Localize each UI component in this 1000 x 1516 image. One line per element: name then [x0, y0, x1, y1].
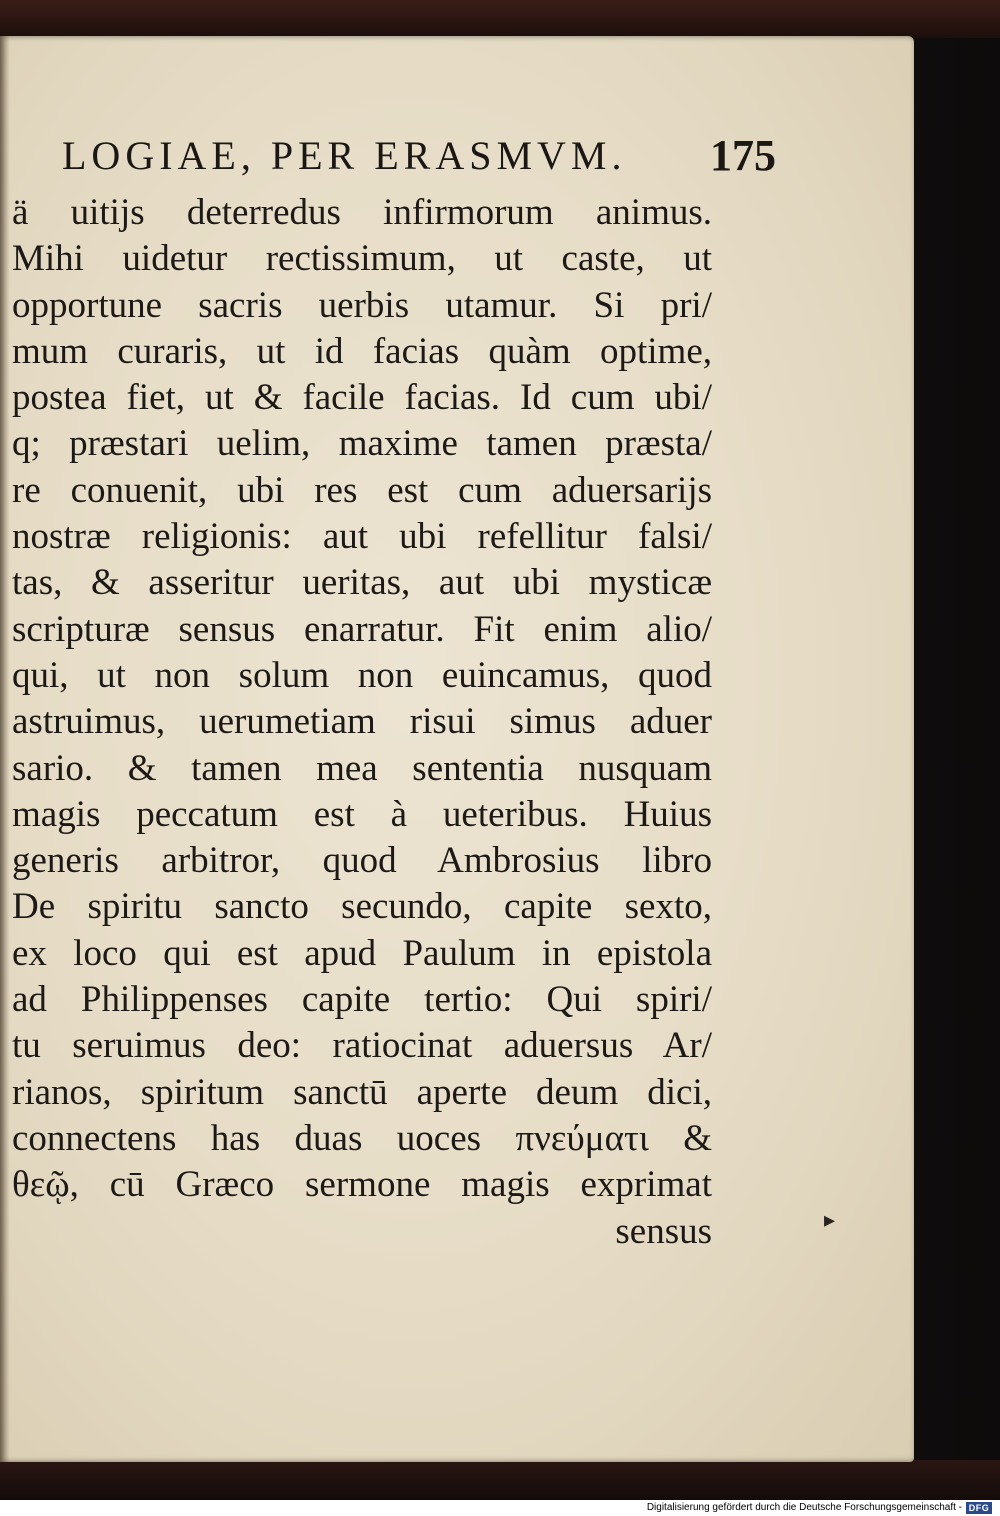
text-line: qui, ut non solum non euincamus, quod	[12, 654, 712, 696]
funding-credit: Digitalisierung gefördert durch die Deutsche Forschungsgemeinschaft -	[646, 1502, 962, 1513]
folio-number: 175	[710, 131, 776, 180]
text-line: ex loco qui est apud Paulum in epistola	[12, 932, 712, 974]
text-line: De spiritu sancto secundo, capite sexto,	[12, 886, 712, 928]
text-line: re conuenit, ubi res est cum aduersarijs	[12, 469, 712, 511]
text-line: θεῷ, cū Græco sermone magis exprimat	[12, 1164, 712, 1206]
text-line: connectens has duas uoces πνεύματι &	[12, 1117, 712, 1159]
text-line: ä uitijs deterredus infirmorum animus.	[12, 192, 712, 233]
catchword: sensus	[615, 1210, 712, 1252]
text-line: sario. & tamen mea sententia nusquam	[12, 747, 712, 789]
text-line: postea fiet, ut & facile facias. Id cum ubi/	[12, 377, 712, 419]
text-line: tas, & asseritur ueritas, aut ubi mysticæ	[12, 562, 712, 604]
text-line: rianos, spiritum sanctū aperte deum dici,	[12, 1071, 712, 1113]
book-cover-top	[0, 0, 1000, 38]
page-gutter-shadow	[0, 36, 10, 1462]
dfg-logo-icon: DFG	[966, 1502, 992, 1514]
body-text	[12, 190, 712, 1255]
text-line: tu seruimus deo: ratiocinat aduersus Ar/	[12, 1025, 712, 1067]
text-line: astruimus, uerumetiam risui simus aduer	[12, 701, 712, 743]
text-line: q; præstari uelim, maxime tamen præsta/	[12, 423, 712, 465]
text-line: mum curaris, ut id facias quàm optime,	[12, 330, 712, 372]
text-line: nostræ religionis: aut ubi refellitur falsi/	[12, 516, 712, 558]
text-line: ad Philippenses capite tertio: Qui spiri/	[12, 979, 712, 1021]
running-head: LOGIAE, PER ERASMVM.	[62, 133, 627, 178]
text-line: scripturæ sensus enarratur. Fit enim alio/	[12, 608, 712, 650]
text-line: Mihi uidetur rectissimum, ut caste, ut	[12, 238, 712, 280]
book-cover-bottom	[0, 1460, 1000, 1500]
margin-mark-icon: ▸	[824, 1208, 836, 1233]
text-line: opportune sacris uerbis utamur. Si pri/	[12, 284, 712, 326]
text-line: generis arbitror, quod Ambrosius libro	[12, 840, 712, 882]
text-line: magis peccatum est à ueteribus. Huius	[12, 793, 712, 835]
